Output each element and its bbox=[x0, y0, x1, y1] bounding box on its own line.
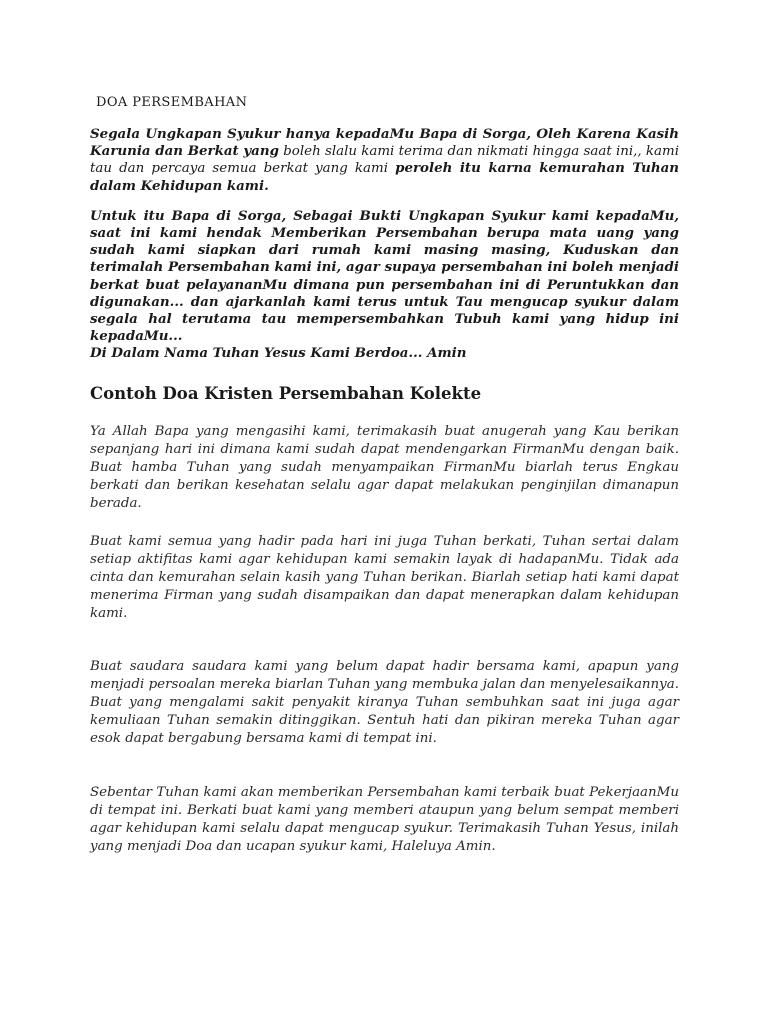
kolekte-paragraph-3: Buat saudara saudara kami yang belum dapat hadir bersama kami, apapun yang menjadi persoalan mereka biarlan Tuhan yang membuka jalan dan menyelesaikannya. Buat yang mengalami sakit penyakit kiranya Tuhan sembuhkan saat ini juga agar kemuliaan Tuhan semakin ditinggikan. Sentuh hati dan pikiran mereka Tuhan agar esok dapat bergabung bersama kami di tempat ini. bbox=[90, 658, 679, 747]
paragraph-1-normal: boleh slalu kami terima dan nikmati hingga saat ini,, kami tau dan percaya semua berkat yang kami bbox=[90, 144, 680, 177]
paragraph-1-bold-end: peroleh itu karna kemurahan Tuhan dalam Kehidupan kami. bbox=[90, 160, 679, 194]
paragraph-1-bold-start: Segala Ungkapan Syukur hanya kepadaMu Bapa di Sorga, Oleh Karena Kasih Karunia dan Berkat yang bbox=[90, 126, 679, 160]
prayer-closing: Di Dalam Nama Tuhan Yesus Kami Berdoa... Amin bbox=[90, 345, 467, 362]
kolekte-paragraph-2: Buat kami semua yang hadir pada hari ini juga Tuhan berkati, Tuhan sertai dalam setiap aktifitas kami agar kehidupan kami semakin layak di hadapanMu. Tidak ada cinta dan kemurahan selain kasih yang Tuhan berikan. Biarlah setiap hati kami dapat menerima Firman yang sudah disampaikan dan dapat menerapkan dalam kehidupan kami. bbox=[90, 533, 679, 622]
document-title: DOA PERSEMBAHAN bbox=[96, 95, 248, 110]
document-page bbox=[90, 94, 679, 857]
section-heading: Contoh Doa Kristen Persembahan Kolekte bbox=[90, 383, 482, 403]
kolekte-paragraph-4: Sebentar Tuhan kami akan memberikan Persembahan kami terbaik buat PekerjaanMu di tempat ini. Berkati buat kami yang memberi ataupun yang belum sempat memberi agar kehidupan kami selalu dapat mengucap syukur. Terimakasih Tuhan Yesus, inilah yang menjadi Doa dan ucapan syukur kami, Haleluya Amin. bbox=[90, 784, 679, 855]
kolekte-paragraph-1: Ya Allah Bapa yang mengasihi kami, terimakasih buat anugerah yang Kau berikan sepanjang hari ini dimana kami sudah dapat mendengarkan FirmanMu dengan baik. Buat hamba Tuhan yang sudah menyampaikan FirmanMu biarlah terus Engkau berkati dan berikan kesehatan selalu agar dapat melakukan penginjilan dimanapun berada. bbox=[90, 423, 679, 512]
prayer-paragraph-2: Untuk itu Bapa di Sorga, Sebagai Bukti Ungkapan Syukur kami kepadaMu, saat ini kami hendak Memberikan Persembahan berupa mata uang yang sudah kami siapkan dari rumah kami masing masing, Kuduskan dan terimalah Persembahan kami ini, agar supaya persembahan ini boleh menjadi berkat buat pelayananMu dimana pun persembahan ini di Peruntukkan dan digunakan... dan ajarkanlah kami terus untuk Tau mengucap syukur dalam segala hal terutama tau mempersembahkan Tubuh kami yang hidup ini kepadaMu... bbox=[90, 207, 679, 345]
prayer-paragraph-1 bbox=[90, 126, 679, 195]
